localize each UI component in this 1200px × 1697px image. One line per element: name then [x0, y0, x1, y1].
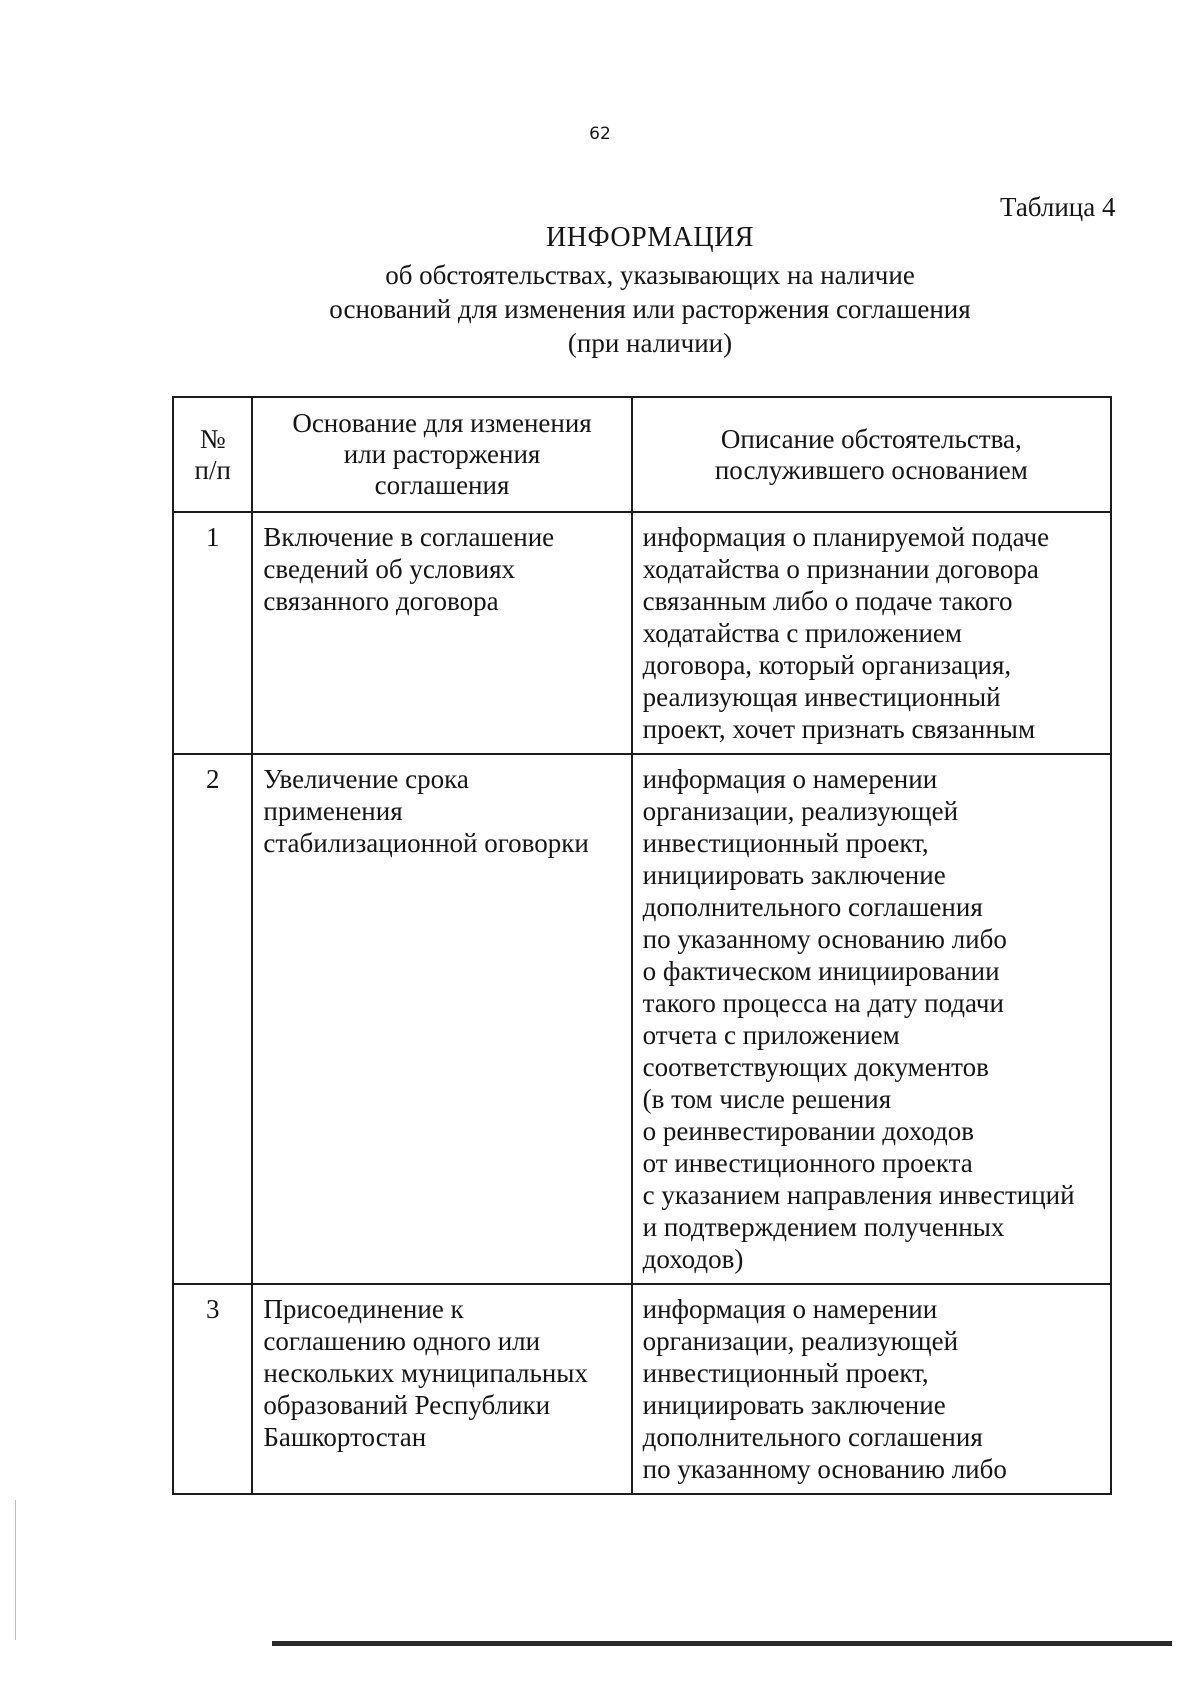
description-line: (в том числе решения [642, 1084, 892, 1114]
description-line: инициировать заключение [642, 1390, 946, 1420]
basis-line: связанного договора [263, 586, 499, 616]
row-number: 2 [173, 754, 252, 1284]
description-line: о реинвестировании доходов [642, 1116, 974, 1146]
description-line: связанным либо о подаче такого [642, 586, 1013, 616]
bottom-rule [272, 1641, 1172, 1646]
description-line: инвестиционный проект, [642, 1358, 929, 1388]
header-line: или расторжения [343, 439, 541, 469]
description-line: организации, реализующей [642, 1326, 959, 1356]
table-label: Таблица 4 [1000, 192, 1116, 222]
document-title: ИНФОРМАЦИЯ [546, 222, 754, 253]
table-row [173, 1284, 1111, 1494]
row-number: 1 [173, 512, 252, 754]
header-description [632, 397, 1111, 512]
description-line: о фактическом инициировании [642, 956, 1000, 986]
header-line: послужившего основанием [714, 454, 1028, 485]
table-header-row [173, 397, 1111, 512]
information-table [172, 396, 1112, 1495]
description-line: договора, который организация, [642, 650, 1012, 680]
description-line: организации, реализующей [642, 796, 959, 826]
description-line: проект, хочет признать связанным [642, 714, 1036, 744]
description-line: ходатайства с приложением [642, 618, 962, 648]
row-description [632, 1284, 1111, 1494]
description-line: с указанием направления инвестиций [642, 1180, 1075, 1210]
description-line: инвестиционный проект, [642, 828, 929, 858]
subtitle-line: (при наличии) [567, 328, 733, 358]
description-line: от инвестиционного проекта [642, 1148, 973, 1178]
header-line: п/п [194, 454, 231, 485]
description-line: информация о планируемой подаче [642, 522, 1050, 552]
scan-margin-line [15, 1500, 16, 1640]
row-description [632, 512, 1111, 754]
header-line: Описание обстоятельства, [720, 423, 1022, 454]
header-line: № [199, 423, 226, 454]
row-number: 3 [173, 1284, 252, 1494]
description-line: информация о намерении [642, 1294, 938, 1324]
row-basis [252, 754, 631, 1284]
description-line: соответствующих документов [642, 1052, 989, 1082]
description-line: по указанному основанию либо [642, 924, 1007, 954]
basis-line: применения [263, 796, 403, 826]
basis-line: стабилизационной оговорки [263, 828, 589, 858]
row-basis [252, 512, 631, 754]
description-line: отчета с приложением [642, 1020, 900, 1050]
basis-line: Включение в соглашение [263, 522, 555, 552]
description-line: такого процесса на дату подачи [642, 988, 1004, 1018]
table-row [173, 512, 1111, 754]
row-description [632, 754, 1111, 1284]
basis-line: соглашению одного или [263, 1326, 541, 1356]
basis-line: нескольких муниципальных [263, 1358, 588, 1388]
description-line: реализующая инвестиционный [642, 682, 1001, 712]
row-basis [252, 1284, 631, 1494]
basis-line: Присоединение к [263, 1294, 464, 1324]
basis-line: Увеличение срока [263, 764, 469, 794]
document-subtitle [0, 258, 1200, 360]
description-line: дополнительного соглашения [642, 892, 983, 922]
description-line: инициировать заключение [642, 860, 946, 890]
subtitle-line: об обстоятельствах, указывающих на наличие [385, 260, 915, 290]
description-line: доходов) [642, 1244, 744, 1274]
basis-line: Башкортостан [263, 1422, 427, 1452]
basis-line: образований Республики [263, 1390, 551, 1420]
table-row [173, 754, 1111, 1284]
header-line: соглашения [374, 470, 510, 500]
description-line: информация о намерении [642, 764, 938, 794]
page-number: 62 [589, 124, 611, 144]
description-line: ходатайства о признании договора [642, 554, 1039, 584]
header-basis [252, 397, 631, 512]
header-line: Основание для изменения [292, 408, 592, 438]
description-line: и подтверждением полученных [642, 1212, 1005, 1242]
basis-line: сведений об условиях [263, 554, 515, 584]
subtitle-line: оснований для изменения или расторжения соглашения [329, 294, 971, 324]
description-line: по указанному основанию либо [642, 1454, 1007, 1484]
header-number [173, 397, 252, 512]
description-line: дополнительного соглашения [642, 1422, 983, 1452]
